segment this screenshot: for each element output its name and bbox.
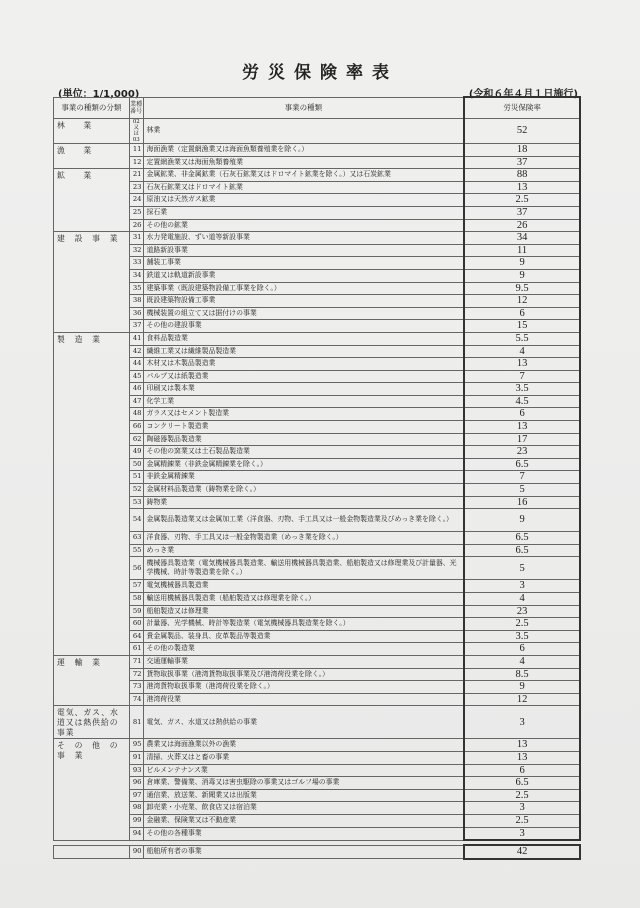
rate-value: 5 (464, 557, 580, 580)
industry-number: 61 (129, 643, 143, 656)
category-cell: 鉱 業 (54, 169, 130, 232)
table-row (54, 295, 581, 308)
category-cell: そ の 他 の 事 業 (54, 739, 130, 840)
industry-number: 72 (129, 668, 143, 681)
rate-value: 5 (464, 484, 580, 497)
table-row (54, 307, 581, 320)
effective-date-label: (令和６年４月１日施行) (468, 89, 578, 100)
industry-name: 交通運輸事業 (143, 655, 464, 668)
industry-number: 45 (129, 370, 143, 383)
rate-value: 13 (464, 181, 580, 194)
industry-name: 輸送用機械器具製造業（船舶製造又は修理業を除く。） (143, 593, 464, 606)
rate-value: 6 (464, 307, 580, 320)
table-row (54, 509, 581, 532)
industry-number: 37 (129, 320, 143, 333)
table-row (54, 257, 581, 270)
industry-name: 海面漁業（定置網漁業又は海面魚類養殖業を除く。） (143, 144, 464, 157)
industry-number: 36 (129, 307, 143, 320)
rate-value: 3.5 (464, 630, 580, 643)
industry-name: 林業 (143, 119, 464, 144)
category-cell: 運 輸 業 (54, 655, 130, 705)
rate-value: 12 (464, 295, 580, 308)
industry-number: 50 (129, 458, 143, 471)
table-row (54, 433, 581, 446)
table-row (54, 408, 581, 421)
industry-name: その他の建設事業 (143, 320, 464, 333)
rate-value: 7 (464, 471, 580, 484)
table-row (54, 282, 581, 295)
industry-name: コンクリート製造業 (143, 421, 464, 434)
industry-number: 60 (129, 618, 143, 631)
table-row (54, 421, 581, 434)
table-row (54, 446, 581, 459)
industry-name: その他の製造業 (143, 643, 464, 656)
industry-number: 52 (129, 484, 143, 497)
page-title: 労災保険率表 (242, 63, 398, 83)
table-row (54, 395, 581, 408)
industry-number: 21 (129, 169, 143, 182)
industry-name: ガラス又はセメント製造業 (143, 408, 464, 421)
industry-number: 32 (129, 244, 143, 257)
industry-name: 木材又は木製品製造業 (143, 358, 464, 371)
industry-name: 洋食器、刃物、手工具又は一般金物製造業（めっき業を除く。） (143, 532, 464, 545)
industry-name: 定置網漁業又は海面魚類養殖業 (143, 156, 464, 169)
industry-name: ビルメンテナンス業 (143, 764, 464, 777)
industry-number: 95 (129, 739, 143, 752)
industry-number: 46 (129, 383, 143, 396)
industry-name: 化学工業 (143, 395, 464, 408)
header-category: 事業の種類の分類 (54, 97, 130, 119)
category-cell: 製 造 業 (54, 332, 130, 655)
industry-name: 電気、ガス、水道又は熱供給の事業 (143, 706, 464, 739)
rate-table (53, 96, 581, 860)
header-number: 業種番号 (129, 97, 143, 119)
table-row (54, 370, 581, 383)
table-row (54, 458, 581, 471)
category-cell: 電気、ガス、水道又は熱供給の事業 (54, 706, 130, 739)
rate-value: 2.5 (464, 789, 580, 802)
industry-number: 33 (129, 257, 143, 270)
table-row (54, 358, 581, 371)
industry-name: 清掃、火葬又はと畜の事業 (143, 751, 464, 764)
industry-name: 貨物取扱事業（港湾貨物取扱事業及び港湾荷役業を除く。） (143, 668, 464, 681)
industry-number: 73 (129, 681, 143, 694)
table-row (54, 557, 581, 580)
rate-value: 2.5 (464, 618, 580, 631)
table-row (54, 532, 581, 545)
rate-value: 6.5 (464, 532, 580, 545)
industry-number: 38 (129, 295, 143, 308)
rate-value: 88 (464, 169, 580, 182)
table-row (54, 751, 581, 764)
industry-name: 卸売業・小売業、飲食店又は宿泊業 (143, 802, 464, 815)
industry-name: 農業又は海面漁業以外の漁業 (143, 739, 464, 752)
industry-number: 62 (129, 433, 143, 446)
category-cell-empty (54, 845, 130, 859)
industry-name: 採石業 (143, 206, 464, 219)
rate-value: 6.5 (464, 544, 580, 557)
industry-number: 97 (129, 789, 143, 802)
industry-name: 計量器、光学機械、時計等製造業（電気機械器具製造業を除く。） (143, 618, 464, 631)
table-row (54, 181, 581, 194)
rate-value: 12 (464, 693, 580, 706)
table-row (54, 739, 581, 752)
industry-number: 96 (129, 777, 143, 790)
unit-label: (単位：1/1,000) (58, 89, 140, 100)
rate-value: 7 (464, 370, 580, 383)
rate-value: 6 (464, 764, 580, 777)
rate-value: 15 (464, 320, 580, 333)
rate-value: 9 (464, 257, 580, 270)
industry-number: 57 (129, 580, 143, 593)
industry-number: 56 (129, 557, 143, 580)
table-row (54, 332, 581, 345)
rate-value: 4.5 (464, 395, 580, 408)
rate-value: 3 (464, 802, 580, 815)
rate-value: 16 (464, 496, 580, 509)
table-row (54, 232, 581, 245)
table-row (54, 169, 581, 182)
table-row (54, 681, 581, 694)
industry-number: 98 (129, 802, 143, 815)
rate-value: 4 (464, 655, 580, 668)
rate-value: 2.5 (464, 814, 580, 827)
industry-name: めっき業 (143, 544, 464, 557)
industry-number: 26 (129, 219, 143, 232)
rate-value: 2.5 (464, 194, 580, 207)
industry-number: 23 (129, 181, 143, 194)
category-cell: 建 設 事 業 (54, 232, 130, 333)
industry-name: 通信業、放送業、新聞業又は出版業 (143, 789, 464, 802)
table-row (54, 643, 581, 656)
industry-name: 電気機械器具製造業 (143, 580, 464, 593)
industry-number: 81 (129, 706, 143, 739)
table-row (54, 605, 581, 618)
industry-name: 機械器具製造業（電気機械器具製造業、輸送用機械器具製造業、船舶製造又は修理業及び計量器、光学機械、時計等製造業を除く。） (143, 557, 464, 580)
industry-number: 74 (129, 693, 143, 706)
industry-number: 24 (129, 194, 143, 207)
rate-value: 37 (464, 156, 580, 169)
industry-name: 船舶製造又は修理業 (143, 605, 464, 618)
table-row-final (54, 845, 581, 859)
industry-name: 金属製品製造業又は金属加工業（洋食器、刃物、手工具又は一般金物製造業及びめっき業を除く。） (143, 509, 464, 532)
rate-value: 18 (464, 144, 580, 157)
industry-name: 金属精錬業（非鉄金属精錬業を除く。） (143, 458, 464, 471)
rate-value: 9 (464, 269, 580, 282)
industry-name: 食料品製造業 (143, 332, 464, 345)
rate-value: 3 (464, 706, 580, 739)
table-row (54, 655, 581, 668)
rate-value: 34 (464, 232, 580, 245)
industry-number: 64 (129, 630, 143, 643)
rate-value: 3.5 (464, 383, 580, 396)
table-row (54, 269, 581, 282)
industry-number: 93 (129, 764, 143, 777)
industry-number: 90 (129, 845, 143, 859)
industry-name: 建築事業（既設建築物設備工事業を除く。） (143, 282, 464, 295)
industry-name: 機械装置の組立て又は据付けの事業 (143, 307, 464, 320)
industry-number: 53 (129, 496, 143, 509)
table-row (54, 219, 581, 232)
table-row (54, 206, 581, 219)
table-row (54, 827, 581, 840)
industry-name: 非鉄金属精錬業 (143, 471, 464, 484)
rate-value: 9 (464, 509, 580, 532)
table-row (54, 814, 581, 827)
industry-number: 71 (129, 655, 143, 668)
rate-value: 26 (464, 219, 580, 232)
table-row (54, 580, 581, 593)
table-row (54, 618, 581, 631)
industry-number: 54 (129, 509, 143, 532)
rate-value: 11 (464, 244, 580, 257)
rate-value: 6.5 (464, 777, 580, 790)
industry-name: 印刷又は製本業 (143, 383, 464, 396)
industry-name: 原油又は天然ガス鉱業 (143, 194, 464, 207)
industry-name: 金属材料品製造業（鋳物業を除く。） (143, 484, 464, 497)
rate-value: 3 (464, 827, 580, 840)
industry-number: 66 (129, 421, 143, 434)
industry-number: 11 (129, 144, 143, 157)
industry-number: 25 (129, 206, 143, 219)
table-row (54, 471, 581, 484)
industry-name: パルプ又は紙製造業 (143, 370, 464, 383)
rate-value: 3 (464, 580, 580, 593)
table-row (54, 544, 581, 557)
rate-value: 52 (464, 119, 580, 144)
rate-value: 8.5 (464, 668, 580, 681)
industry-number: 91 (129, 751, 143, 764)
table-row (54, 668, 581, 681)
rate-value: 4 (464, 345, 580, 358)
industry-number: 63 (129, 532, 143, 545)
industry-name: 舗装工事業 (143, 257, 464, 270)
table-header-row (54, 97, 581, 119)
table-row (54, 345, 581, 358)
industry-number: 47 (129, 395, 143, 408)
industry-name: 港湾荷役業 (143, 693, 464, 706)
industry-number: 55 (129, 544, 143, 557)
table-row (54, 484, 581, 497)
industry-name: 港湾貨物取扱事業（港湾荷役業を除く。） (143, 681, 464, 694)
table-row (54, 693, 581, 706)
industry-name: 繊維工業又は繊維製品製造業 (143, 345, 464, 358)
rate-value: 6.5 (464, 458, 580, 471)
rate-value: 23 (464, 446, 580, 459)
rate-value: 13 (464, 421, 580, 434)
industry-name: 既設建築物設備工事業 (143, 295, 464, 308)
table-row (54, 144, 581, 157)
rate-value: 13 (464, 358, 580, 371)
rate-value: 13 (464, 739, 580, 752)
industry-number: 44 (129, 358, 143, 371)
industry-number: 51 (129, 471, 143, 484)
industry-name: 船舶所有者の事業 (143, 845, 464, 859)
rate-value: 23 (464, 605, 580, 618)
header-rate: 労災保険率 (464, 97, 580, 119)
industry-number: 02又は03 (129, 119, 143, 144)
industry-number: 49 (129, 446, 143, 459)
table-row (54, 194, 581, 207)
industry-name: 陶磁器製品製造業 (143, 433, 464, 446)
table-row (54, 593, 581, 606)
rate-value: 4 (464, 593, 580, 606)
industry-number: 48 (129, 408, 143, 421)
industry-number: 12 (129, 156, 143, 169)
table-row (54, 383, 581, 396)
table-row (54, 630, 581, 643)
industry-name: 道路新設事業 (143, 244, 464, 257)
table-row (54, 496, 581, 509)
industry-name: 水力発電施設、ずい道等新設事業 (143, 232, 464, 245)
table-row (54, 789, 581, 802)
industry-number: 42 (129, 345, 143, 358)
table-row (54, 156, 581, 169)
category-cell: 漁 業 (54, 144, 130, 169)
industry-name: 倉庫業、警備業、消毒又は害虫駆除の事業又はゴルフ場の事業 (143, 777, 464, 790)
table-row (54, 244, 581, 257)
industry-number: 59 (129, 605, 143, 618)
industry-name: 石灰石鉱業又はドロマイト鉱業 (143, 181, 464, 194)
rate-value: 42 (464, 845, 580, 859)
rate-value: 6 (464, 643, 580, 656)
industry-number: 31 (129, 232, 143, 245)
industry-name: 鋳物業 (143, 496, 464, 509)
rate-value: 17 (464, 433, 580, 446)
rate-value: 5.5 (464, 332, 580, 345)
industry-name: その他の各種事業 (143, 827, 464, 840)
industry-name: 金属鉱業、非金属鉱業（石灰石鉱業又はドロマイト鉱業を除く。）又は石炭鉱業 (143, 169, 464, 182)
category-cell: 林 業 (54, 119, 130, 144)
table-row (54, 777, 581, 790)
industry-name: 金融業、保険業又は不動産業 (143, 814, 464, 827)
industry-number: 99 (129, 814, 143, 827)
rate-value: 37 (464, 206, 580, 219)
header-type: 事業の種類 (143, 97, 464, 119)
table-row (54, 764, 581, 777)
industry-number: 34 (129, 269, 143, 282)
table-row (54, 320, 581, 333)
industry-name: その他の鉱業 (143, 219, 464, 232)
industry-name: 貴金属製品、装身具、皮革製品等製造業 (143, 630, 464, 643)
table-row (54, 119, 581, 144)
table-row (54, 706, 581, 739)
industry-name: 鉄道又は軌道新設事業 (143, 269, 464, 282)
rate-value: 9.5 (464, 282, 580, 295)
industry-number: 35 (129, 282, 143, 295)
rate-value: 13 (464, 751, 580, 764)
industry-number: 58 (129, 593, 143, 606)
rate-value: 9 (464, 681, 580, 694)
industry-number: 94 (129, 827, 143, 840)
table-row (54, 802, 581, 815)
industry-name: その他の窯業又は土石製品製造業 (143, 446, 464, 459)
rate-value: 6 (464, 408, 580, 421)
industry-number: 41 (129, 332, 143, 345)
